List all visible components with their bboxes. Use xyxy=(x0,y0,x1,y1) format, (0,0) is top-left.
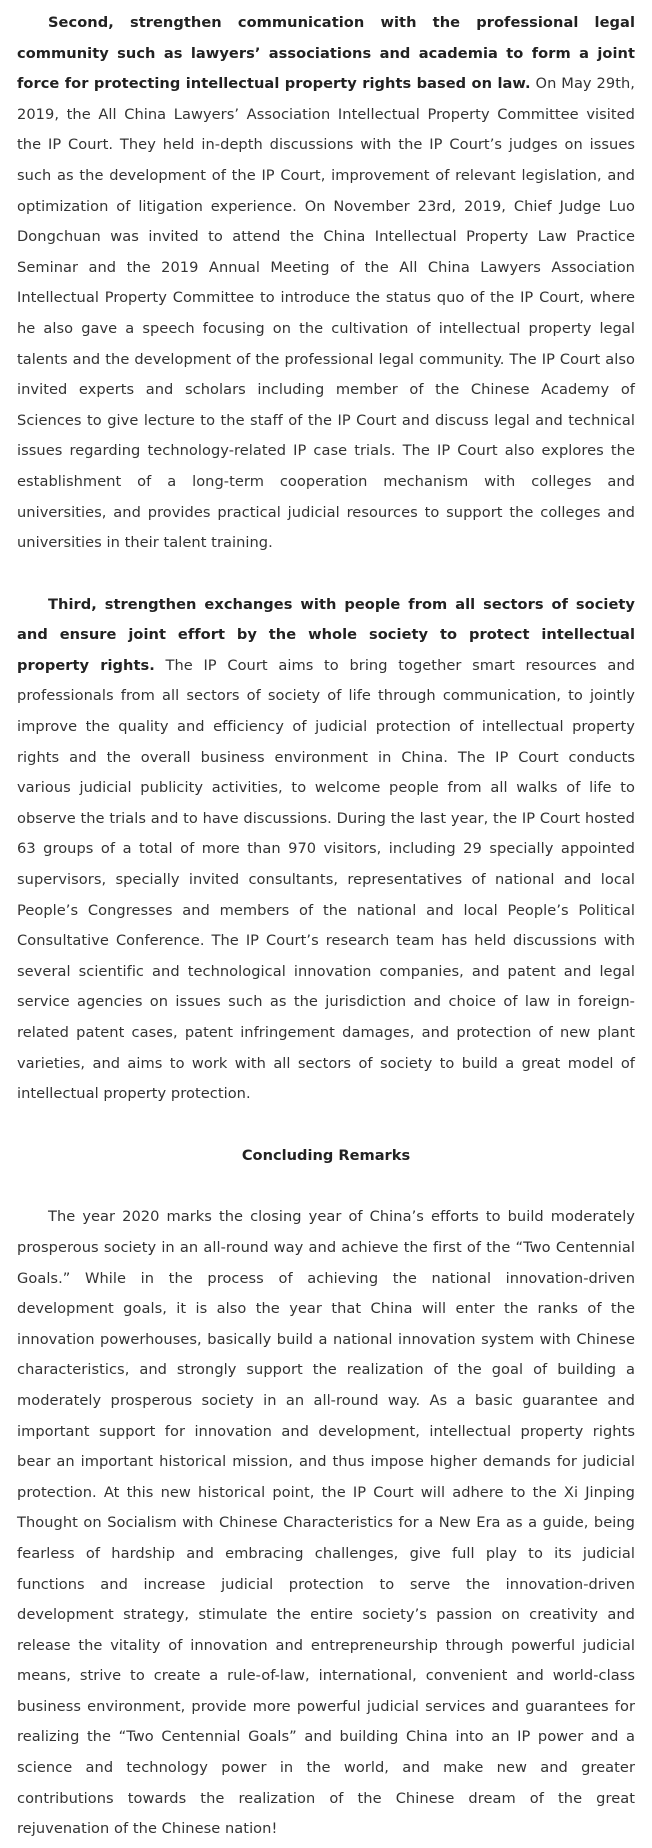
article-body xyxy=(17,0,635,1845)
paragraph-second-point xyxy=(17,8,635,559)
paragraph-spacer xyxy=(17,1110,635,1141)
paragraph-concluding-remarks: The year 2020 marks the closing year of China’s efforts to build moderately prosperous society in an all-round way and achieve the first of the “Two Centennial Goals.” While in the process of achieving the national innovation-driven development goals, it is also the year that China will enter the ranks of the innovation powerhouses, basically build a national innovation system with Chinese characteristics, and strongly support the realization of the goal of building a moderately prosperous society in an all-round way. As a basic guarantee and important support for innovation and development, intellectual property rights bear an important historical mission, and thus impose higher demands for judicial protection. At this new historical point, the IP Court will adhere to the Xi Jinping Thought on Socialism with Chinese Characteristics for a New Era as a guide, being fearless of hardship and embracing challenges, give full play to its judicial functions and increase judicial protection to serve the innovation-driven development strategy, stimulate the entire society’s passion on creativity and release the vitality of innovation and entrepreneurship through powerful judicial means, strive to create a rule-of-law, international, convenient and world-class business environment, provide more powerful judicial services and guarantees for realizing the “Two Centennial Goals” and building China into an IP power and a science and technology power in the world, and make new and greater contributions towards the realization of the Chinese dream of the great rejuvenation of the Chinese nation! xyxy=(17,1208,635,1838)
paragraph-lead-bold: Third, strengthen exchanges with people from all sectors of society and ensure joint effort by the whole society to protect intellectual property rights. xyxy=(17,595,635,674)
paragraph-lead-bold: Second, strengthen communication with the professional legal community such as lawyers’ associations and academia to form a joint force for protecting intellectual property rights based on law. xyxy=(17,14,635,93)
paragraph-body-text: On May 29th, 2019, the All China Lawyers’ Association Intellectual Property Committee visited the IP Court. They held in-depth discussions with the IP Court’s judges on issues such as the development of the IP Court, improvement of relevant legislation, and optimization of litigation experience. On November 23rd, 2019, Chief Judge Luo Dongchuan was invited to attend the China Intellectual Property Law Practice Seminar and the 2019 Annual Meeting of the All China Lawyers Association Intellectual Property Committee to introduce the status quo of the IP Court, where he also gave a speech focusing on the cultivation of intellectual property legal talents and the development of the professional legal community. The IP Court also invited experts and scholars including member of the Chinese Academy of Sciences to give lecture to the staff of the IP Court and discuss legal and technical issues regarding technology-related IP case trials. The IP Court also explores the establishment of a long-term cooperation mechanism with colleges and universities, and provides practical judicial resources to support the colleges and universities in their talent training. xyxy=(17,75,635,552)
section-heading-concluding-remarks: Concluding Remarks xyxy=(241,1146,411,1164)
paragraph-body-text: The IP Court aims to bring together smart resources and professionals from all sectors of society of life through communication, to jointly improve the quality and efficiency of judicial protection of intellectual property rights and the overall business environment in China. The IP Court conducts various judicial publicity activities, to welcome people from all walks of life to observe the trials and to have discussions. During the last year, the IP Court hosted 63 groups of a total of more than 970 visitors, including 29 specially appointed supervisors, specially invited consultants, representatives of national and local People’s Congresses and members of the national and local People’s Political Consultative Conference. The IP Court’s research team has held discussions with several scientific and technological innovation companies, and patent and legal service agencies on issues such as the jurisdiction and choice of law in foreign-related patent cases, patent infringement damages, and protection of new plant varieties, and aims to work with all sectors of society to build a great model of intellectual property protection. xyxy=(17,656,635,1103)
paragraph-spacer xyxy=(17,559,635,590)
paragraph-third-point xyxy=(17,590,635,1110)
paragraph-spacer xyxy=(17,1171,635,1202)
